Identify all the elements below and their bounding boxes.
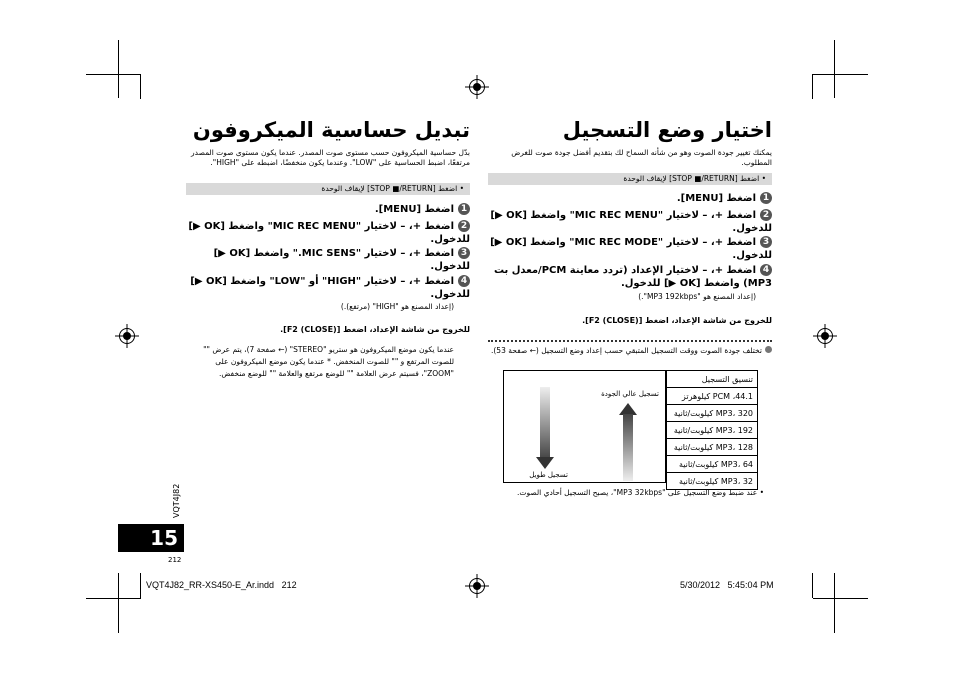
arrow-down-icon	[536, 457, 554, 469]
table-row: PCM ،44.1 كيلوهرتز	[667, 388, 758, 405]
exit-instruction: للخروج من شاشة الإعداد، اضغط [F2 (CLOSE)].	[280, 325, 470, 334]
mic-position-notes: عندما يكون موضع الميكروفون هو ستريو "STEREO" (← صفحة 7)، يتم عرض "" للصوت المرتفع و "" للصوت المنخفض. * عندما يكون موضع الميكروفون على "ZOOM"، فسيتم عرض العلامة "" للوضع مرتفع والعلامة "" للوضع منخفض.	[203, 345, 454, 378]
table-row: MP3، 320 كيلوبت/ثانية	[667, 405, 758, 422]
table-header: تنسيق التسجيل	[667, 371, 758, 388]
quality-note	[488, 346, 772, 356]
step-4	[186, 275, 470, 301]
high-quality-label: تسجيل عالي الجودة	[601, 390, 659, 398]
step-1	[488, 192, 772, 205]
step-text: اضغط [MENU].	[374, 204, 454, 215]
crop-mark	[86, 598, 141, 599]
section-title-recording-mode: اختيار وضع التسجيل	[562, 118, 772, 142]
step-number: 3	[458, 247, 470, 259]
crop-mark	[140, 573, 141, 598]
section-title-mic-sensitivity: تبديل حساسية الميكروفون	[192, 118, 470, 142]
step-2	[488, 209, 772, 235]
step-number: 4	[458, 275, 470, 287]
step-1	[186, 203, 470, 216]
table-row: MP3، 192 كيلوبت/ثانية	[667, 422, 758, 439]
footer-filename: VQT4J82_RR-XS450-E_Ar.indd 212	[146, 580, 297, 590]
crop-mark	[86, 74, 141, 75]
page-number-tab: 15	[118, 524, 184, 552]
step-4	[488, 264, 772, 290]
step-3	[186, 247, 470, 273]
note-text: تختلف جودة الصوت ووقت التسجيل المتبقي حسب إعداد وضع التسجيل (← صفحة 53).	[490, 346, 762, 355]
exit-instruction: للخروج من شاشة الإعداد، اضغط [F2 (CLOSE)].	[582, 316, 772, 325]
step-text: اضغط +، – لاختيار الإعداد (تردد معاينة PCM/معدل بت MP3) واضغط [OK ▶] للدخول.	[493, 265, 772, 289]
crop-mark	[812, 74, 813, 99]
step-3	[488, 236, 772, 262]
model-code-vertical: VQT4J82	[172, 483, 181, 518]
step-number: 3	[760, 236, 772, 248]
registration-mark-icon	[817, 328, 833, 344]
step-2	[186, 220, 470, 246]
stop-instruction-bar: • اضغط [STOP ■/RETURN] لإيقاف الوحدة	[488, 173, 772, 185]
step-number: 2	[458, 220, 470, 232]
crop-mark	[812, 573, 813, 598]
dotted-divider	[488, 340, 772, 342]
step-number: 1	[760, 192, 772, 204]
step-text: اضغط +، – لاختيار "MIC REC MODE" واضغط [OK ▶] للدخول.	[490, 237, 772, 261]
sub-page-number: 212	[168, 556, 182, 564]
step-number: 2	[760, 209, 772, 221]
crop-mark	[118, 40, 119, 98]
crop-mark	[813, 598, 868, 599]
crop-mark	[813, 74, 868, 75]
recording-format-table	[666, 370, 758, 490]
table-row: MP3، 32 كيلوبت/ثانية	[667, 473, 758, 490]
mono-note: • عند ضبط وضع التسجيل على "MP3 32kbps"، يصبح التسجيل أحادي الصوت.	[517, 488, 764, 497]
registration-mark-icon	[469, 578, 485, 594]
factory-setting-note: (إعداد المصنع هو "MP3 192kbps".)	[638, 292, 756, 301]
arrow-down-shaft	[540, 387, 550, 459]
long-recording-label: تسجيل طويل	[529, 471, 568, 479]
registration-mark-icon	[469, 79, 485, 95]
step-text: اضغط +، – لاختيار "MIC REC MENU" واضغط [OK ▶] للدخول.	[188, 221, 470, 245]
stop-instruction-bar: • اضغط [STOP ■/RETURN] لإيقاف الوحدة	[186, 183, 470, 195]
step-number: 1	[458, 203, 470, 215]
factory-setting-note: (إعداد المصنع هو "HIGH" (مرتفع).)	[340, 302, 454, 311]
arrow-up-shaft	[623, 414, 633, 481]
crop-mark	[834, 40, 835, 98]
step-text: اضغط [MENU].	[676, 193, 756, 204]
step-number: 4	[760, 264, 772, 276]
crop-mark	[834, 573, 835, 633]
step-text: اضغط +، – لاختيار "MIC REC MENU" واضغط [OK ▶] للدخول.	[490, 210, 772, 234]
quality-diagram	[503, 370, 666, 483]
table-row: MP3، 64 كيلوبت/ثانية	[667, 456, 758, 473]
crop-mark	[140, 74, 141, 99]
intro-text: بدّل حساسية الميكروفون حسب مستوى صوت المصدر. عندما يكون مستوى صوت المصدر مرتفعًا، اضبط الحساسية على "LOW". وعندما يكون منخفضًا، اضبطه على "HIGH".	[191, 148, 470, 167]
footer-timestamp: 5/30/2012 5:45:04 PM	[680, 580, 774, 590]
step-text: اضغط +، – لاختيار "HIGH" أو "LOW" واضغط [OK ▶] للدخول.	[190, 276, 470, 300]
registration-mark-icon	[119, 328, 135, 344]
intro-text: يمكنك تغيير جودة الصوت وهو من شأنه السماح لك بتقديم أفضل جودة صوت للغرض المطلوب.	[511, 148, 772, 167]
bullet-icon	[765, 346, 772, 353]
step-text: اضغط +، – لاختيار "MIC SENS." واضغط [OK ▶] للدخول.	[213, 248, 470, 272]
crop-mark	[118, 573, 119, 633]
table-row: MP3، 128 كيلوبت/ثانية	[667, 439, 758, 456]
